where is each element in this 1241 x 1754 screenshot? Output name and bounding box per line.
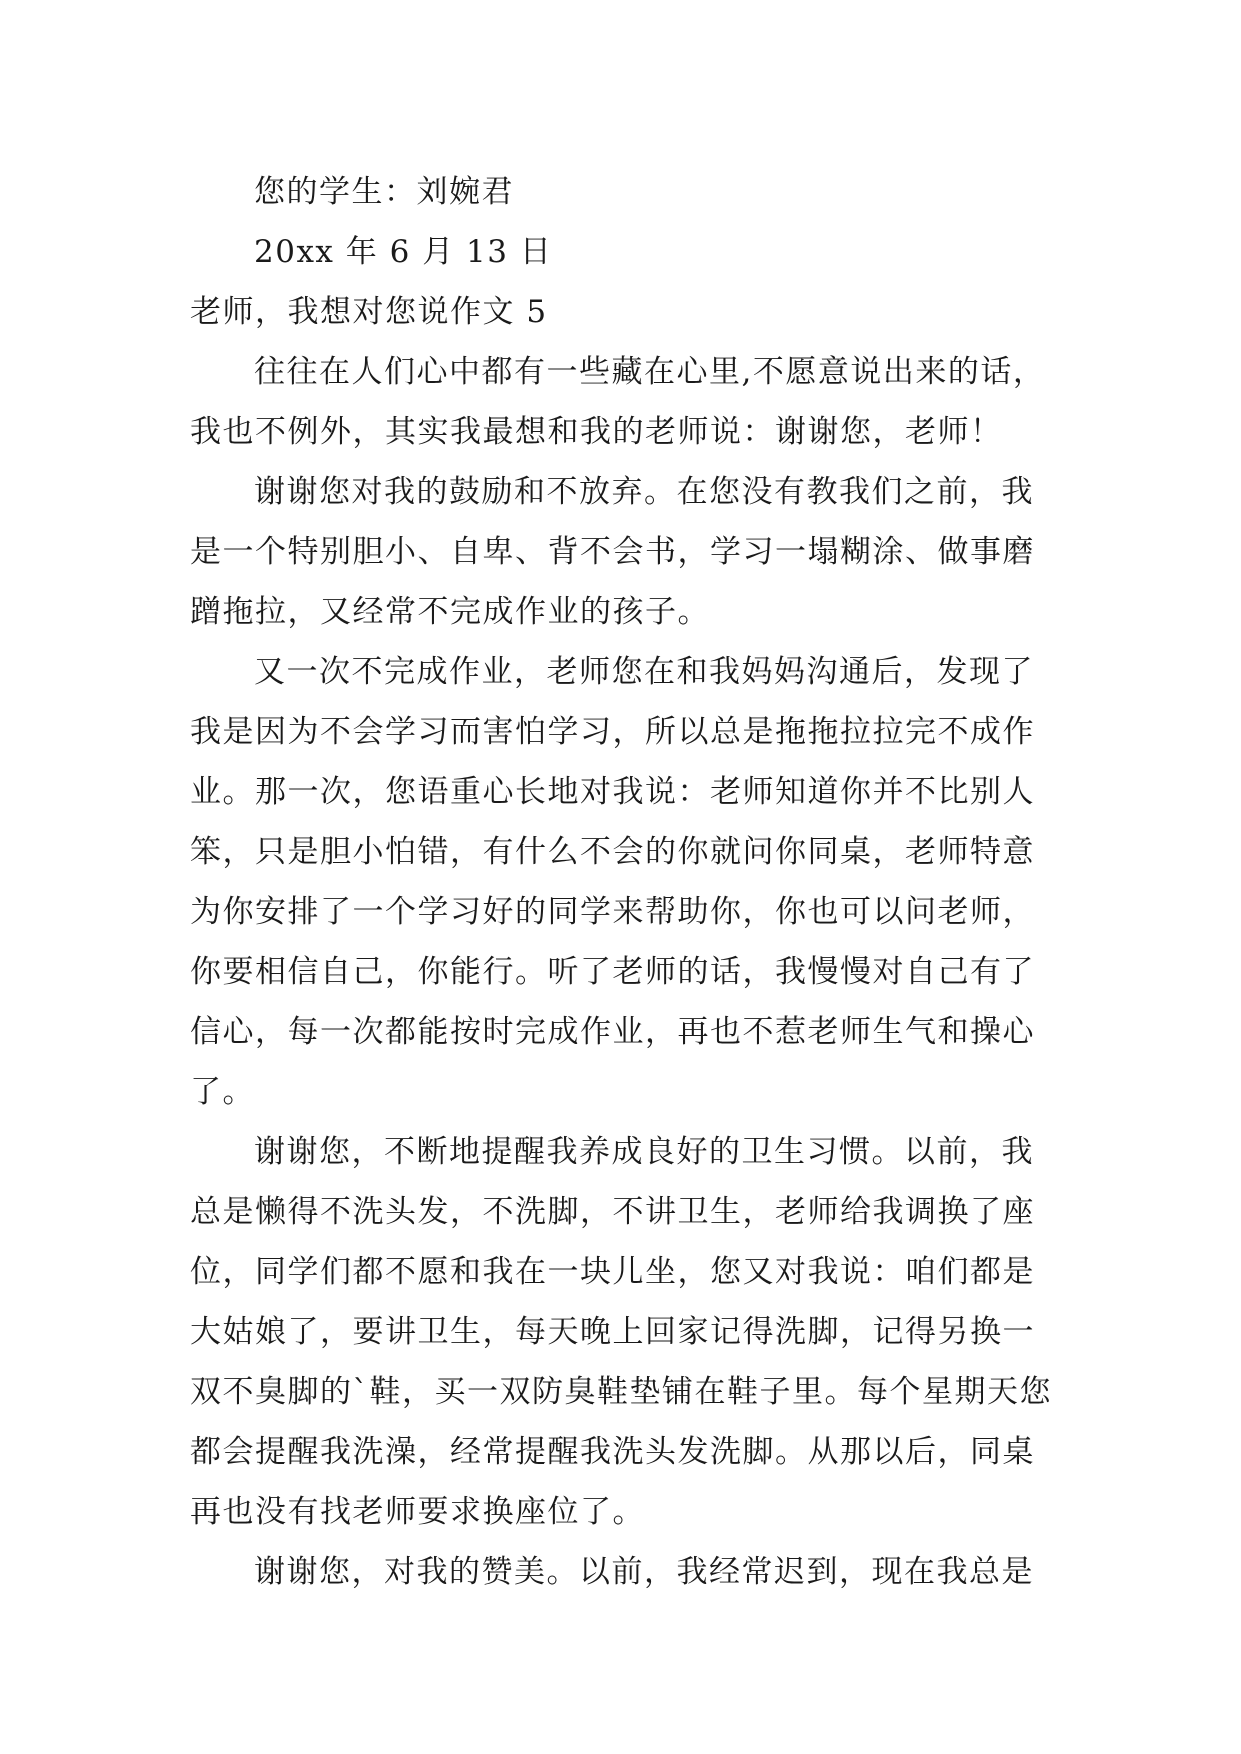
- paragraph: 谢谢您，不断地提醒我养成良好的卫生习惯。以前，我总是懒得不洗头发，不洗脚，不讲卫生，老师给我调换了座位，同学们都不愿和我在一块儿坐，您又对我说：咱们都是大姑娘了，要讲卫生，每天晚上回家记得洗脚，记得另换一双不臭脚的`鞋，买一双防臭鞋垫铺在鞋子里。每个星期天您都会提醒我洗澡，经常提醒我洗头发洗脚。从那以后，同桌再也没有找老师要求换座位了。: [190, 1134, 1052, 1530]
- document-body: [190, 162, 1060, 1602]
- date-line: 20xx 年 6 月 13 日: [254, 234, 553, 270]
- paragraph: 谢谢您，对我的赞美。以前，我经常迟到，现在我总是: [254, 1554, 1034, 1590]
- signature-line: 您的学生：刘婉君: [254, 174, 514, 210]
- paragraph: 谢谢您对我的鼓励和不放弃。在您没有教我们之前，我是一个特别胆小、自卑、背不会书，学习一塌糊涂、做事磨蹭拖拉，又经常不完成作业的孩子。: [190, 474, 1035, 630]
- essay-heading: 老师，我想对您说作文 5: [190, 294, 548, 330]
- paragraph: 又一次不完成作业，老师您在和我妈妈沟通后，发现了我是因为不会学习而害怕学习，所以总是拖拖拉拉完不成作业。那一次，您语重心长地对我说：老师知道你并不比别人笨，只是胆小怕错，有什么不会的你就问你同桌，老师特意为你安排了一个学习好的同学来帮助你，你也可以问老师，你要相信自己，你能行。听了老师的话，我慢慢对自己有了信心，每一次都能按时完成作业，再也不惹老师生气和操心了。: [190, 654, 1035, 1110]
- paragraph: 往往在人们心中都有一些藏在心里,不愿意说出来的话，我也不例外，其实我最想和我的老师说：谢谢您，老师！: [190, 354, 1046, 450]
